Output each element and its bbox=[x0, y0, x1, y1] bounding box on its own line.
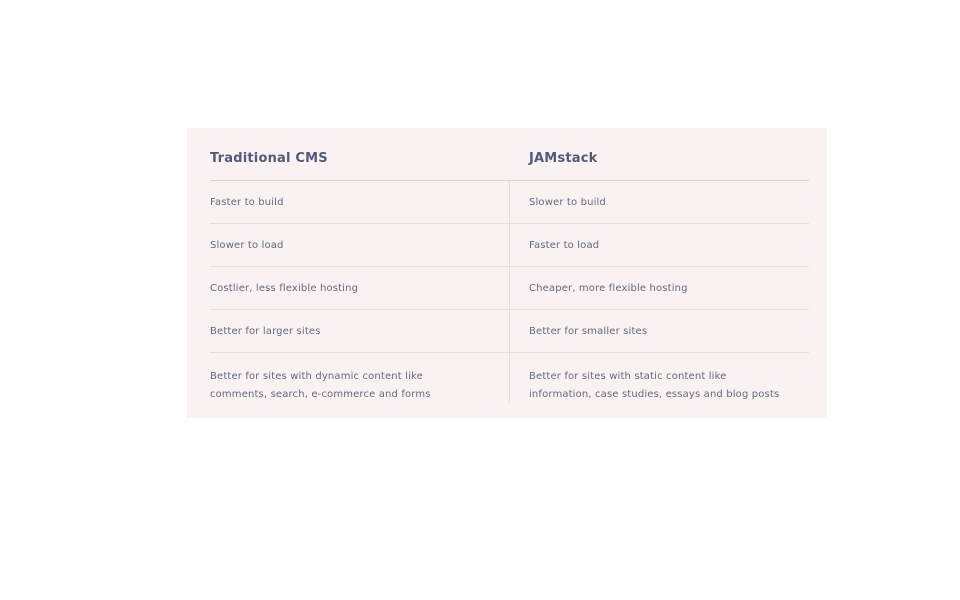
header-jamstack: JAMstack bbox=[529, 151, 598, 166]
table-row bbox=[210, 353, 809, 403]
table-row bbox=[210, 181, 809, 224]
cell-text-line: comments, search, e-commerce and forms bbox=[210, 389, 431, 400]
table-cell-traditional: Better for larger sites bbox=[210, 310, 510, 352]
table-cell-traditional: Slower to load bbox=[210, 224, 510, 266]
table-cell-traditional bbox=[210, 353, 510, 403]
cell-text-line: Better for sites with dynamic content like bbox=[210, 371, 423, 382]
table-cell-jamstack: Slower to build bbox=[529, 196, 606, 208]
table-cell-jamstack: Faster to load bbox=[529, 239, 600, 251]
cell-text-block bbox=[210, 368, 431, 404]
table-cell-jamstack bbox=[510, 353, 809, 403]
cell-text-line: information, case studies, essays and blog posts bbox=[529, 389, 780, 400]
table-header-row bbox=[210, 128, 809, 181]
comparison-table bbox=[210, 128, 809, 403]
table-cell-jamstack: Cheaper, more flexible hosting bbox=[529, 282, 688, 294]
cell-text-block bbox=[529, 368, 779, 404]
table-cell-traditional: Costlier, less flexible hosting bbox=[210, 267, 510, 309]
header-traditional-cms: Traditional CMS bbox=[210, 151, 328, 166]
table-row bbox=[210, 224, 809, 267]
table-cell-jamstack: Better for smaller sites bbox=[529, 325, 648, 337]
cell-text-line: Better for sites with static content like bbox=[529, 371, 727, 382]
table-row bbox=[210, 310, 809, 353]
table-row bbox=[210, 267, 809, 310]
comparison-card bbox=[187, 128, 827, 418]
table-cell-traditional: Faster to build bbox=[210, 181, 510, 223]
